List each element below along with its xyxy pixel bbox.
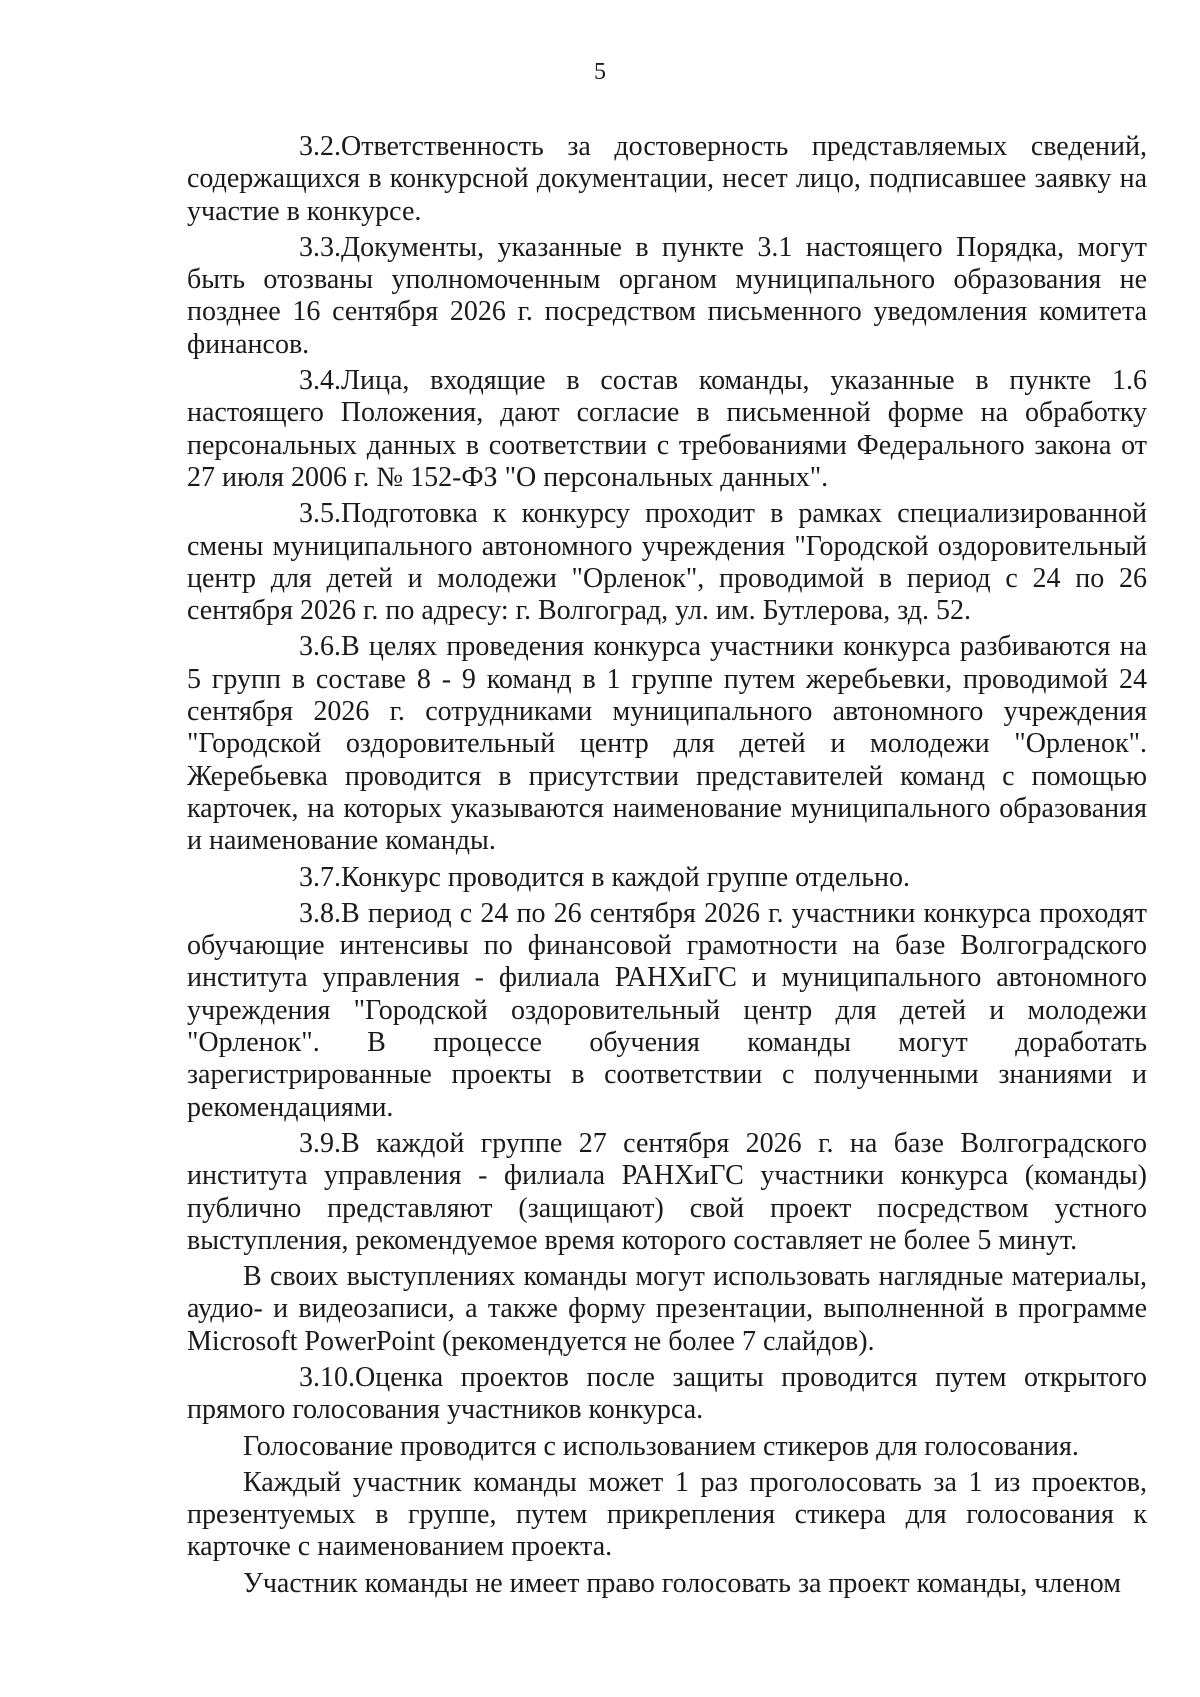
paragraph-number: 3.7. [299,861,341,893]
paragraph-3-10 [187,1362,1147,1427]
paragraph-text: Документы, указанные в пункте 3.1 настоящего Порядка, могут быть отозваны уполномоченным органом муниципального образования не позднее 16 сентября 2026 г. посредством письменного уведомления комитета финансов. [187,231,1147,360]
paragraph-voting-stickers [187,1431,1147,1463]
paragraph-text: Лица, входящие в состав команды, указанные в пункте 1.6 настоящего Положения, дают согласие в письменной форме на обработку персональных данных в соответствии с требованиями Федерального закона от 27 июля 2006 г. № 152-ФЗ "О персональных данных". [187,365,1147,493]
document-body [187,131,1147,1604]
paragraph-number: 3.10. [299,1361,355,1393]
paragraph-3-5 [187,498,1147,627]
paragraph-3-3 [187,232,1147,361]
paragraph-number: 3.9. [299,1127,341,1159]
paragraph-no-self-vote [187,1568,1147,1600]
paragraph-text: Голосование проводится с использованием стикеров для голосования. [243,1430,1079,1462]
paragraph-3-9 [187,1128,1147,1257]
paragraph-text: Оценка проектов после защиты проводится путем открытого прямого голосования участников конкурса. [187,1361,1147,1426]
paragraph-number: 3.4. [299,365,341,397]
paragraph-text: В период с 24 по 26 сентября 2026 г. участники конкурса проходят обучающие интенсивы по финансовой грамотности на базе Волгоградского института управления - филиала РАНХиГС и муниципального автономного учреждения "Городской оздоровительный центр для детей и молодежи "Орленок". В процессе обучения команды могут доработать зарегистрированные проекты в соответствии с полученными знаниями и рекомендациями. [187,897,1147,1123]
paragraph-text: Каждый участник команды может 1 раз проголосовать за 1 из проектов, презентуемых в группе, путем прикрепления стикера для голосования к карточке с наименованием проекта. [187,1466,1147,1563]
paragraph-3-8 [187,898,1147,1124]
page-number: 5 [594,59,606,85]
paragraph-text: Участник команды не имеет право голосовать за проект команды, членом [243,1567,1121,1599]
paragraph-text: Конкурс проводится в каждой группе отдельно. [341,861,911,893]
paragraph-3-2 [187,131,1147,228]
paragraph-text: Ответственность за достоверность представляемых сведений, содержащихся в конкурсной документации, несет лицо, подписавшее заявку на участие в конкурсе. [187,131,1147,227]
paragraph-text: Подготовка к конкурсу проходит в рамках специализированной смены муниципального автономного учреждения "Городской оздоровительный центр для детей и молодежи "Орленок", проводимой в период с 24 по 26 сентября 2026 г. по адресу: г. Волгоград, ул. им. Бутлерова, зд. 52. [187,498,1147,627]
paragraph-3-6 [187,631,1147,857]
paragraph-text: В своих выступлениях команды могут использовать наглядные материалы, аудио- и видеозаписи, а также форму презентации, выполненной в программе Microsoft PowerPoint (рекомендуется не более 7 слайдов). [187,1261,1147,1357]
paragraph-number: 3.3. [299,231,341,263]
paragraph-number: 3.8. [299,897,341,929]
paragraph-number: 3.5. [299,498,341,530]
paragraph-text: В целях проведения конкурса участники конкурса разбиваются на 5 групп в составе 8 - 9 команд в 1 группе путем жеребьевки, проводимой 24 сентября 2026 г. сотрудниками муниципального автономного учреждения "Городской оздоровительный центр для детей и молодежи "Орленок". Жеребьевка проводится в присутствии представителей команд с помощью карточек, на которых указываются наименование муниципального образования и наименование команды. [187,631,1147,857]
paragraph-number: 3.2. [299,131,341,162]
paragraph-3-9-continued [187,1261,1147,1358]
paragraph-text: В каждой группе 27 сентября 2026 г. на базе Волгоградского института управления - филиала РАНХиГС участники конкурса (команды) публично представляют (защищают) свой проект посредством устного выступления, рекомендуемое время которого составляет не более 5 минут. [187,1127,1147,1256]
paragraph-3-7 [187,862,1147,894]
paragraph-3-4 [187,365,1147,494]
paragraph-number: 3.6. [299,631,341,663]
paragraph-vote-once [187,1467,1147,1564]
